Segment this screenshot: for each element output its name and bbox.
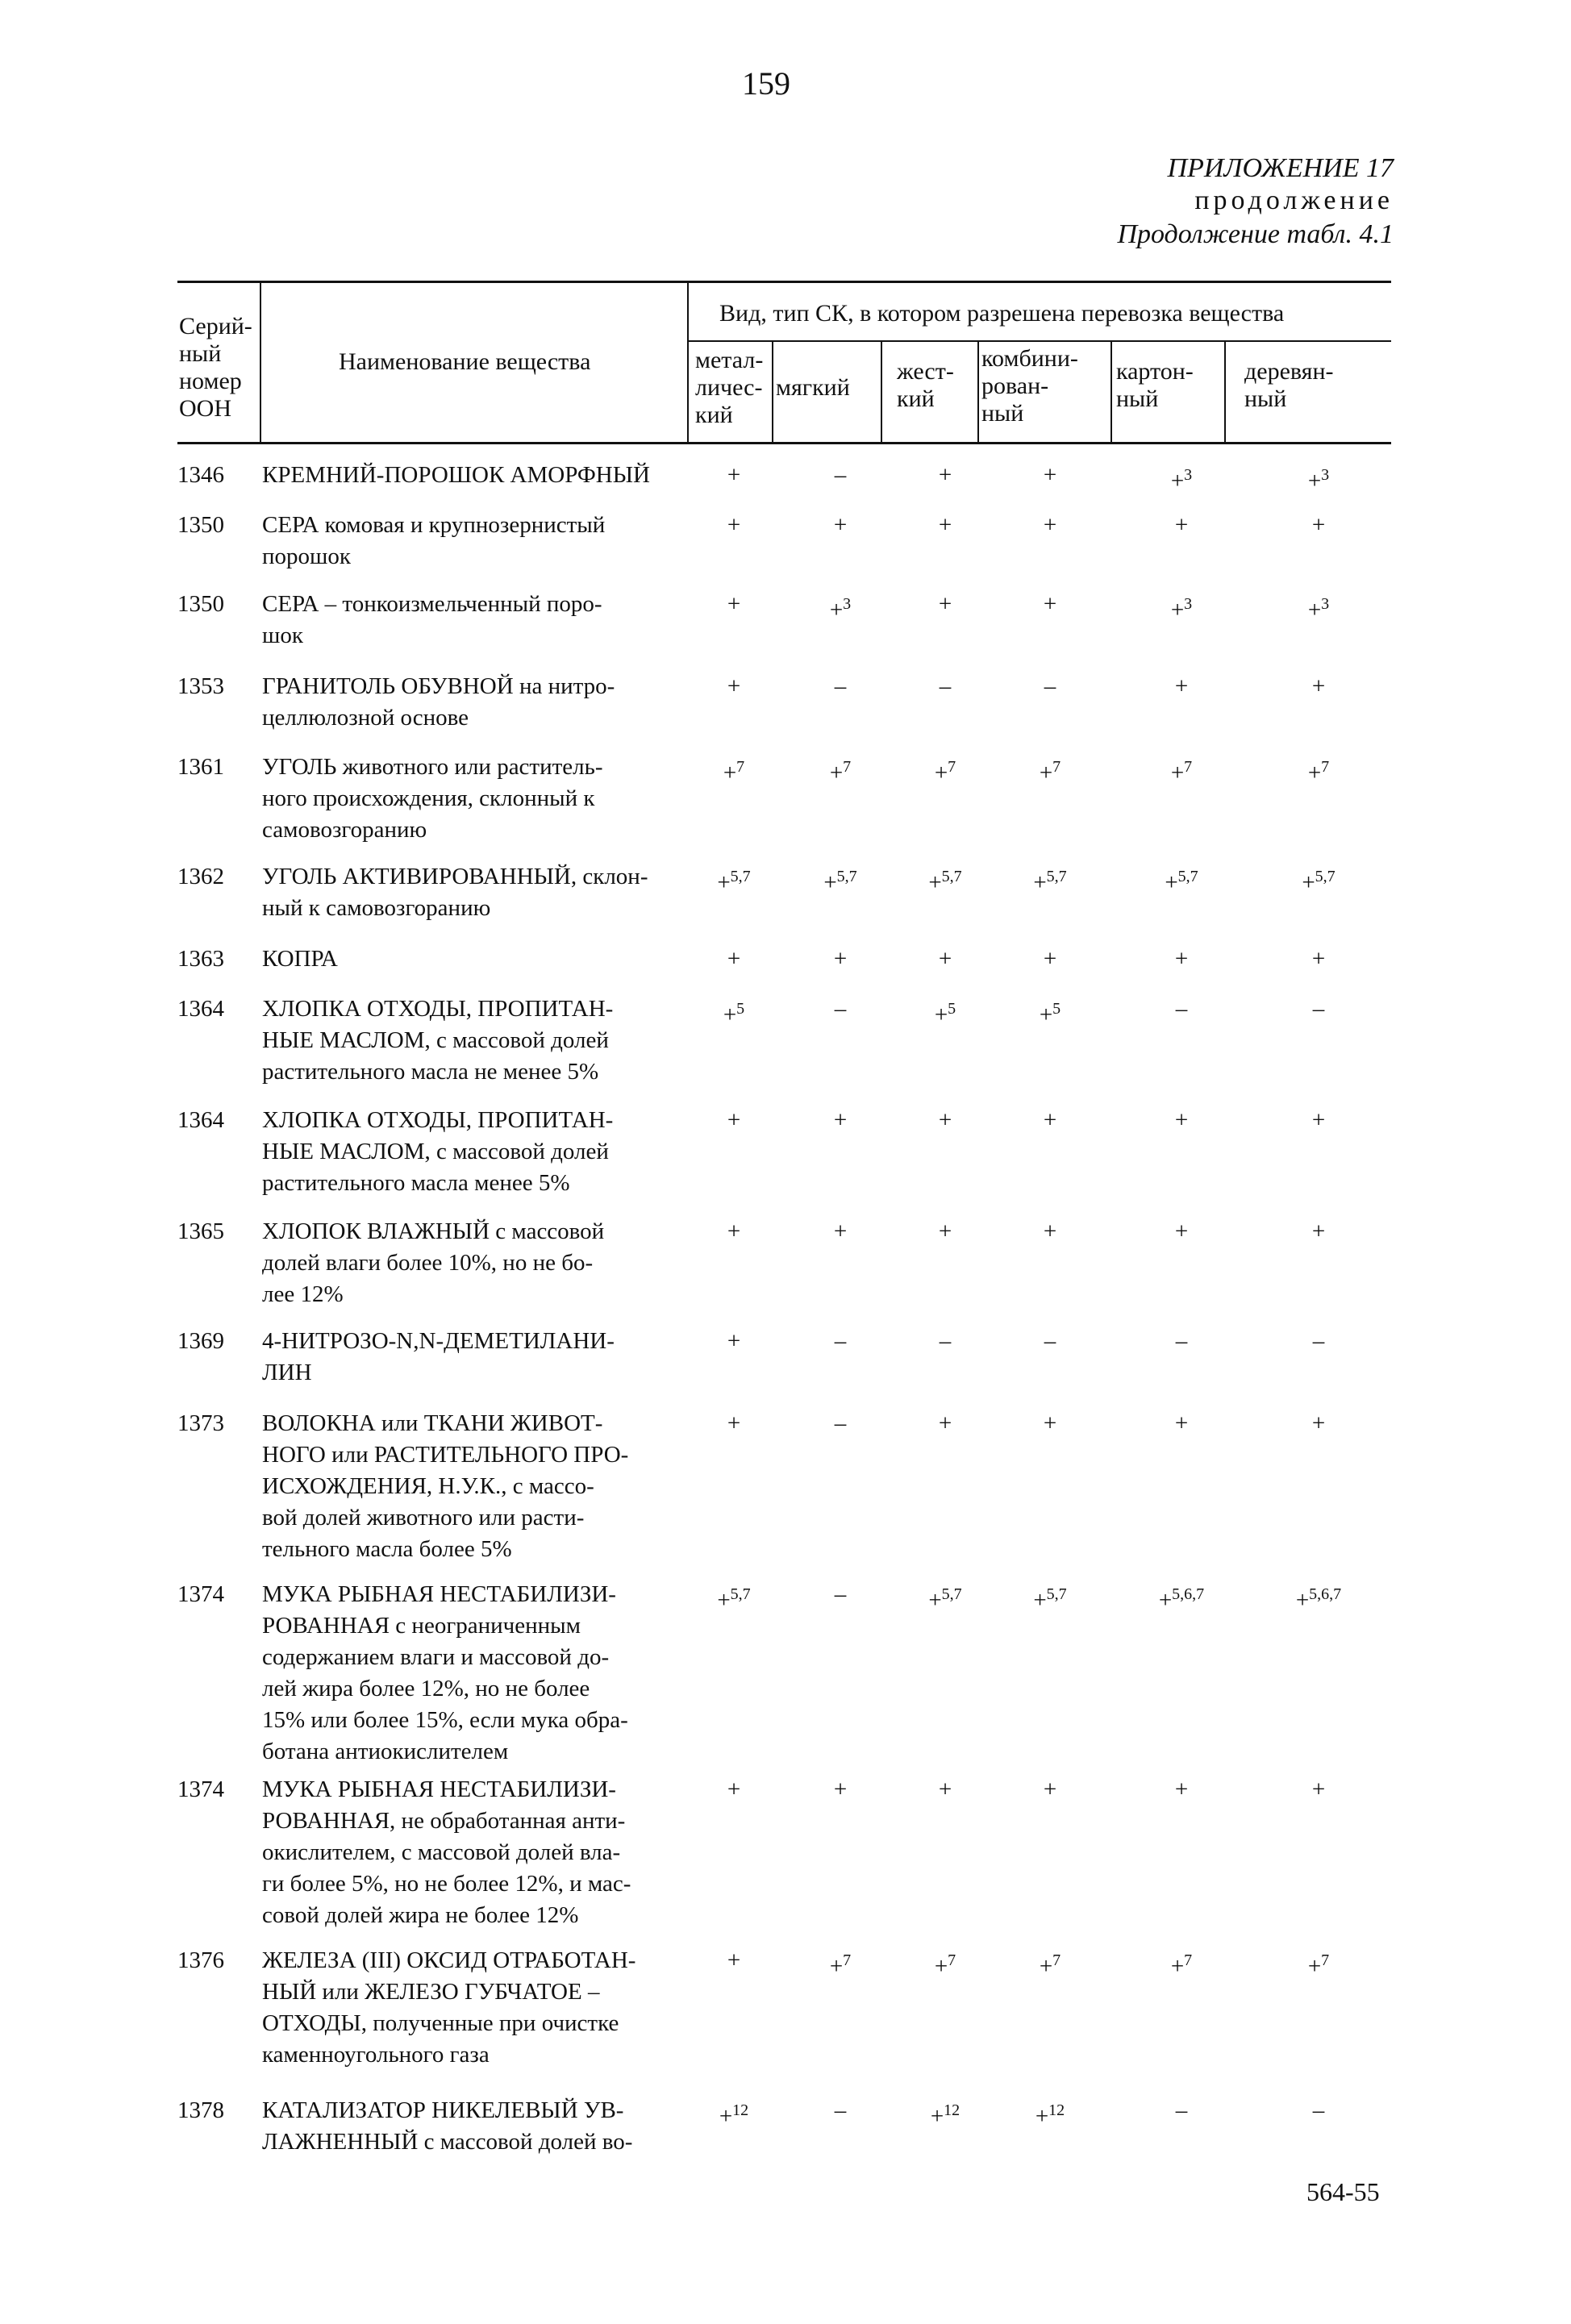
col-divider [687,281,689,444]
permission-cell: + [1311,1107,1326,1133]
permission-cell: + [1043,591,1057,617]
substance-name [262,943,690,975]
permission-cell: – [834,462,847,488]
permission-cell: – [1175,1328,1188,1354]
un-number: 1376 [177,1947,224,1973]
permission-cell: – [1044,673,1056,699]
permission-cell: +$^7$ [1039,758,1061,786]
permission-cell: +$^3$ [1307,466,1330,494]
permission-cell: + [833,1218,848,1244]
un-number: 1362 [177,864,224,889]
substance-name-line: целлюлозной основе [262,705,469,731]
substance-name-line: ги более 5%, но не более 12%, и мас- [262,1871,631,1897]
substance-name-line: РОВАННАЯ, не обработанная анти- [262,1808,626,1834]
substance-name-line: 15% или более 15%, если мука обра- [262,1707,628,1733]
permission-cell: +$^5$ [723,1000,745,1028]
permission-cell: – [1044,1328,1056,1354]
permission-cell: + [727,1218,741,1244]
un-number: 1363 [177,946,224,972]
substance-name-line: СЕРА – тонкоизмельченный поро- [262,591,602,617]
permission-cell: + [1174,1776,1189,1802]
col-divider [1224,340,1226,444]
permission-cell: + [727,1107,741,1133]
substance-name-line: ОТХОДЫ, полученные при очистке [262,2010,619,2036]
un-number: 1365 [177,1218,224,1244]
permission-cell: + [1311,1776,1326,1802]
permission-cell: + [1311,1218,1326,1244]
permission-cell: + [1311,673,1326,699]
permission-cell: + [727,462,741,488]
permission-cell: – [1312,1328,1325,1354]
substance-name-line: НЫЕ МАСЛОМ, с массовой долей [262,1027,609,1053]
permission-cell: + [1311,946,1326,972]
substance-name [262,1105,690,1199]
substance-name-line: НОГО или РАСТИТЕЛЬНОГО ПРО- [262,1442,629,1468]
permission-cell: + [833,1776,848,1802]
permission-cell: + [727,1776,741,1802]
permission-cell: – [834,1581,847,1607]
permission-cell: + [1174,1107,1189,1133]
un-number: 1369 [177,1328,224,1354]
permission-cell: +$^7$ [829,758,852,786]
permission-cell: +$^{12}$ [930,2101,961,2130]
permission-cell: + [938,591,952,617]
substance-name-line: НЫЙ или ЖЕЛЕЗО ГУБЧАТОЕ – [262,1979,600,2005]
un-number: 1364 [177,1107,224,1133]
substance-name-line: тельного масла более 5% [262,1536,512,1562]
permission-cell: + [1311,1410,1326,1436]
substance-name-line: лей жира более 12%, но не более [262,1676,590,1701]
permission-cell: +$^3$ [1170,595,1193,623]
permission-cell: +$^7$ [1170,758,1193,786]
substance-name [262,993,690,1088]
substance-name [262,1945,690,2071]
substance-name [262,861,690,924]
continuation-label: продолжение [1194,185,1394,215]
permission-cell: +$^{12}$ [1035,2101,1065,2130]
permission-cell: + [938,1776,952,1802]
substance-name [262,1408,690,1565]
permission-cell: – [834,673,847,699]
footer-code: 564-55 [1306,2177,1380,2206]
substance-name-line: ХЛОПКА ОТХОДЫ, ПРОПИТАН- [262,996,614,1022]
permission-cell: +$^{12}$ [719,2101,749,2130]
substance-name-line: ный к самовозгоранию [262,895,491,921]
header-container-type-group: Вид, тип СК, в котором разрешена перевозка вещества [719,300,1285,327]
substance-name-line: КАТАЛИЗАТОР НИКЕЛЕВЫЙ УВ- [262,2097,624,2123]
substance-name-line: УГОЛЬ АКТИВИРОВАННЫЙ, склон- [262,864,648,889]
permission-cell: + [938,462,952,488]
permission-cell: +$^3$ [1170,466,1193,494]
table-reference: Продолжение табл. 4.1 [1117,219,1394,249]
header-combined: комбини- рован- ный [981,345,1078,427]
substance-name-line: ГРАНИТОЛЬ ОБУВНОЙ на нитро- [262,673,615,699]
substance-name [262,1774,690,1931]
permission-cell: + [833,1107,848,1133]
permission-cell: +$^3$ [829,595,852,623]
substance-name-line: лее 12% [262,1281,344,1307]
substance-name [262,589,690,652]
un-number: 1350 [177,591,224,617]
substance-name-line: 4-НИТРОЗО-N,N-ДЕМЕТИЛАНИ- [262,1328,615,1354]
un-number: 1378 [177,2097,224,2123]
substance-name-line: ЛИН [262,1360,312,1385]
permission-cell: – [1312,996,1325,1022]
permission-cell: + [1174,946,1189,972]
substance-name-line: КОПРА [262,946,338,972]
permission-cell: +$^7$ [1307,758,1330,786]
permission-cell: + [1043,462,1057,488]
permission-cell: + [938,1107,952,1133]
un-number: 1364 [177,996,224,1022]
col-divider [260,281,261,444]
substance-name [262,671,690,734]
header-soft: мягкий [776,374,850,401]
substance-name-line: РОВАННАЯ с неограниченным [262,1613,581,1639]
header-metal: метал- личес- кий [695,347,764,428]
permission-cell: – [1175,2097,1188,2123]
substance-name [262,1216,690,1310]
un-number: 1353 [177,673,224,699]
permission-cell: +$^7$ [934,1951,956,1980]
substance-name-line: ХЛОПОК ВЛАЖНЫЙ с массовой [262,1218,605,1244]
substance-name-line: растительного масла менее 5% [262,1170,570,1196]
permission-cell: +$^{5,7}$ [1165,868,1198,896]
substance-name-line: ХЛОПКА ОТХОДЫ, ПРОПИТАН- [262,1107,614,1133]
permission-cell: + [727,512,741,538]
un-number: 1361 [177,754,224,780]
substance-name-line: КРЕМНИЙ-ПОРОШОК АМОРФНЫЙ [262,462,650,488]
substance-name-line: окислителем, с массовой долей вла- [262,1839,621,1865]
permission-cell: + [727,591,741,617]
substance-name-line: ботана антиокислителем [262,1739,509,1764]
substance-name [262,752,690,846]
permission-cell: + [1174,673,1189,699]
substance-name-line: каменноугольного газа [262,2042,490,2068]
col-divider [772,340,773,444]
permission-cell: +$^7$ [723,758,745,786]
col-divider [1111,340,1112,444]
un-number: 1346 [177,462,224,488]
header-substance-name: Наименование вещества [339,348,591,375]
permission-cell: – [834,1328,847,1354]
permission-cell: +$^7$ [1170,1951,1193,1980]
permission-cell: +$^7$ [934,758,956,786]
substance-name-line: вой долей животного или расти- [262,1505,585,1531]
table-header-bottom-rule [177,442,1391,444]
permission-cell: +$^{5,7}$ [717,1585,751,1614]
un-number: 1350 [177,512,224,538]
substance-name-line: растительного масла не менее 5% [262,1059,599,1085]
permission-cell: + [1174,1218,1189,1244]
permission-cell: + [938,946,952,972]
permission-cell: +$^{5,7}$ [928,868,962,896]
substance-name-line: СЕРА комовая и крупнозернистый [262,512,606,538]
substance-name-line: ного происхождения, склонный к [262,785,595,811]
permission-cell: + [833,512,848,538]
substance-name-line: шок [262,623,303,648]
substance-name [262,510,690,573]
permission-cell: – [1312,2097,1325,2123]
substance-name-line: содержанием влаги и массовой до- [262,1644,610,1670]
permission-cell: – [939,673,952,699]
permission-cell: + [727,946,741,972]
header-wooden: деревян- ный [1244,358,1334,412]
substance-name-line: МУКА РЫБНАЯ НЕСТАБИЛИЗИ- [262,1776,616,1802]
permission-cell: + [1174,1410,1189,1436]
permission-cell: + [1311,512,1326,538]
table-top-rule [177,281,1391,283]
permission-cell: +$^{5,7}$ [928,1585,962,1614]
permission-cell: + [727,1947,741,1973]
substance-name-line: МУКА РЫБНАЯ НЕСТАБИЛИЗИ- [262,1581,616,1607]
permission-cell: +$^{5,7}$ [717,868,751,896]
permission-cell: +$^{5,7}$ [823,868,857,896]
permission-cell: – [834,1410,847,1436]
un-number: 1374 [177,1581,224,1607]
permission-cell: – [834,996,847,1022]
permission-cell: + [1043,1218,1057,1244]
permission-cell: + [1043,1107,1057,1133]
group-header-rule [687,340,1391,342]
permission-cell: +$^7$ [1307,1951,1330,1980]
permission-cell: +$^{5,7}$ [1033,868,1067,896]
page-number: 159 [742,65,790,102]
substance-name-line: совой долей жира не более 12% [262,1902,579,1928]
substance-name [262,2095,690,2158]
permission-cell: +$^{5,6,7}$ [1295,1585,1342,1614]
permission-cell: + [1043,512,1057,538]
un-number: 1374 [177,1776,224,1802]
permission-cell: – [939,1328,952,1354]
permission-cell: + [833,946,848,972]
permission-cell: – [1175,996,1188,1022]
permission-cell: +$^5$ [1039,1000,1061,1028]
col-divider [881,340,882,444]
permission-cell: – [834,2097,847,2123]
permission-cell: +$^{5,7}$ [1033,1585,1067,1614]
permission-cell: +$^5$ [934,1000,956,1028]
permission-cell: +$^{5,6,7}$ [1158,1585,1205,1614]
substance-name [262,460,690,491]
substance-name-line: УГОЛЬ животного или раститель- [262,754,603,780]
permission-cell: + [727,1410,741,1436]
permission-cell: + [1043,1410,1057,1436]
permission-cell: + [1043,1776,1057,1802]
appendix-title: ПРИЛОЖЕНИЕ 17 [1167,153,1394,183]
header-serial-number: Серий- ный номер ООН [179,313,252,422]
permission-cell: + [727,1328,741,1354]
permission-cell: +$^3$ [1307,595,1330,623]
header-cardboard: картон- ный [1116,358,1194,412]
permission-cell: + [938,1218,952,1244]
permission-cell: + [938,1410,952,1436]
un-number: 1373 [177,1410,224,1436]
substance-name-line: НЫЕ МАСЛОМ, с массовой долей [262,1139,609,1164]
substance-name [262,1579,690,1768]
permission-cell: + [938,512,952,538]
substance-name-line: ЛАЖНЕННЫЙ с массовой долей во- [262,2129,633,2155]
substance-name-line: ВОЛОКНА или ТКАНИ ЖИВОТ- [262,1410,603,1436]
substance-name-line: долей влаги более 10%, но не бо- [262,1250,594,1276]
substance-name-line: самовозгоранию [262,817,427,843]
permission-cell: + [727,673,741,699]
substance-name [262,1326,690,1389]
substance-name-line: порошок [262,544,351,569]
permission-cell: + [1043,946,1057,972]
col-divider [977,340,979,444]
permission-cell: +$^7$ [829,1951,852,1980]
permission-cell: + [1174,512,1189,538]
substance-name-line: ИСХОЖДЕНИЯ, Н.У.К., с массо- [262,1473,594,1499]
permission-cell: +$^7$ [1039,1951,1061,1980]
header-rigid: жест- кий [897,358,954,412]
permission-cell: +$^{5,7}$ [1302,868,1336,896]
substance-name-line: ЖЕЛЕЗА (III) ОКСИД ОТРАБОТАН- [262,1947,636,1973]
